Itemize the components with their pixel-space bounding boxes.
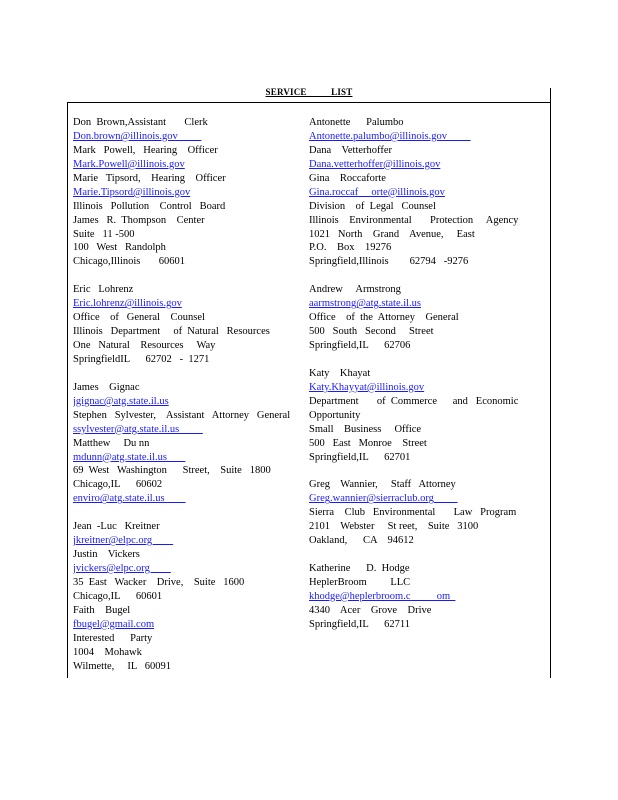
- email-link[interactable]: Don.brown@illinois.gov: [73, 130, 202, 142]
- entry-line: Department of Commerce and Economic: [309, 395, 519, 407]
- entry-line: Antonette Palumbo: [309, 117, 404, 128]
- email-link[interactable]: khodge@heplerbroom.c om: [309, 590, 456, 602]
- entry-line: Springfield,Illinois 62794 -9276: [309, 256, 469, 268]
- entry-line: Greg Wannier, Staff Attorney: [309, 479, 456, 491]
- email-link[interactable]: Gina.roccaf orte@illinois.gov: [309, 186, 445, 198]
- left-border: [67, 102, 68, 678]
- entry-line: Stephen Sylvester, Assistant Attorney General: [73, 409, 291, 421]
- entry-line: P.O. Box 19276: [309, 242, 392, 254]
- service-entry: [309, 116, 547, 269]
- email-link[interactable]: jkreitner@elpc.org: [73, 535, 174, 547]
- entry-line: 500 South Second Street: [309, 326, 434, 338]
- entry-line: Illinois Department of Natural Resources: [73, 326, 270, 338]
- entry-line: Dana Vetterhoffer: [309, 144, 392, 156]
- email-link[interactable]: Katy.Khayyat@illinois.gov: [309, 381, 425, 393]
- email-link[interactable]: fbugel@gmail.com: [73, 618, 155, 630]
- entry-line: 35 East Wacker Drive, Suite 1600: [73, 576, 245, 588]
- entry-line: 100 West Randolph: [73, 242, 166, 254]
- entry-line: Division of Legal Counsel: [309, 200, 436, 212]
- entry-line: Office of General Counsel: [73, 312, 205, 324]
- entry-line: 4340 Acer Grove Drive: [309, 604, 432, 616]
- entry-line: Chicago,Illinois 60601: [73, 256, 185, 268]
- entry-line: Wilmette, IL 60091: [73, 660, 172, 672]
- email-link[interactable]: aarmstrong@atg.state.il.us: [309, 298, 422, 310]
- entry-line: SpringfieldIL 62702 - 1271: [73, 353, 210, 365]
- service-entry: [73, 520, 303, 673]
- entry-line: Mark Powell, Hearing Officer: [73, 144, 218, 156]
- entry-line: Springfield,IL 62706: [309, 340, 411, 351]
- email-link[interactable]: jvickers@elpc.org: [73, 563, 171, 574]
- email-link[interactable]: mdunn@atg.state.il.us: [73, 451, 186, 463]
- service-entry: [309, 367, 547, 465]
- entry-line: Office of the Attorney General: [309, 312, 459, 324]
- email-link[interactable]: enviro@atg.state.il.us: [73, 493, 186, 505]
- service-entry: [73, 381, 303, 506]
- entry-line: Oakland, CA 94612: [309, 535, 414, 547]
- entry-line: Chicago,IL 60602: [73, 479, 163, 491]
- entry-line: Chicago,IL 60601: [73, 590, 163, 602]
- entry-line: Katherine D. Hodge: [309, 563, 410, 574]
- entry-line: Andrew Armstrong: [309, 284, 401, 296]
- entry-line: 1021 North Grand Avenue, East: [309, 228, 475, 240]
- entry-line: Springfield,IL 62711: [309, 618, 411, 630]
- email-link[interactable]: jgignac@atg.state.il.us: [73, 395, 169, 407]
- entry-line: Illinois Pollution Control Board: [73, 200, 226, 212]
- page-title: SERVICE LIST: [265, 87, 353, 97]
- entry-line: 1004 Mohawk: [73, 646, 142, 658]
- entry-line: Marie Tipsord, Hearing Officer: [73, 172, 226, 184]
- entry-line: Illinois Environmental Protection Agency: [309, 214, 519, 226]
- entry-line: Faith Bugel: [73, 604, 131, 616]
- right-border: [550, 88, 551, 678]
- email-link[interactable]: ssylvester@atg.state.il.us: [73, 423, 203, 435]
- entry-line: Gina Roccaforte: [309, 172, 386, 184]
- entry-line: Sierra Club Environmental Law Program: [309, 507, 517, 519]
- entry-line: Springfield,IL 62701: [309, 451, 411, 463]
- email-link[interactable]: Dana.vetterhoffer@illinois.gov: [309, 158, 441, 170]
- email-link[interactable]: Mark.Powell@illinois.gov: [73, 158, 185, 170]
- entry-line: One Natural Resources Way: [73, 340, 216, 351]
- email-link[interactable]: Marie.Tipsord@illinois.gov: [73, 186, 191, 198]
- entry-line: [309, 548, 547, 562]
- entry-line: James R. Thompson Center: [73, 214, 205, 226]
- entry-line: Eric Lohrenz: [73, 284, 134, 296]
- service-entry: [309, 283, 547, 353]
- entry-line: 2101 Webster St reet, Suite 3100: [309, 521, 479, 533]
- entry-line: Katy Khayat: [309, 367, 371, 379]
- email-link[interactable]: Greg.wannier@sierraclub.org: [309, 493, 458, 505]
- entry-line: Justin Vickers: [73, 549, 140, 561]
- entry-line: 69 West Washington Street, Suite 1800: [73, 465, 271, 477]
- entry-line: Matthew Du nn: [73, 437, 150, 449]
- entry-line: 500 East Monroe Street: [309, 437, 427, 449]
- entry-line: Small Business Office: [309, 423, 422, 435]
- right-column: [309, 116, 547, 632]
- entry-line: Opportunity: [309, 409, 361, 421]
- left-column: [73, 116, 303, 674]
- entry-line: James Gignac: [73, 381, 140, 393]
- email-link[interactable]: Antonette.palumbo@illinois.gov: [309, 130, 471, 142]
- email-link[interactable]: Eric.lohrenz@illinois.gov: [73, 298, 182, 310]
- entry-line: Don Brown,Assistant Clerk: [73, 117, 208, 128]
- service-entry: [73, 283, 303, 367]
- header-rule: [67, 102, 551, 103]
- entry-line: Suite 11 -500: [73, 228, 135, 240]
- entry-line: Interested Party: [73, 632, 153, 644]
- entry-line: HeplerBroom LLC: [309, 576, 411, 588]
- service-entry: [309, 478, 547, 631]
- service-entry: [73, 116, 303, 269]
- entry-line: Jean -Luc Kreitner: [73, 521, 160, 533]
